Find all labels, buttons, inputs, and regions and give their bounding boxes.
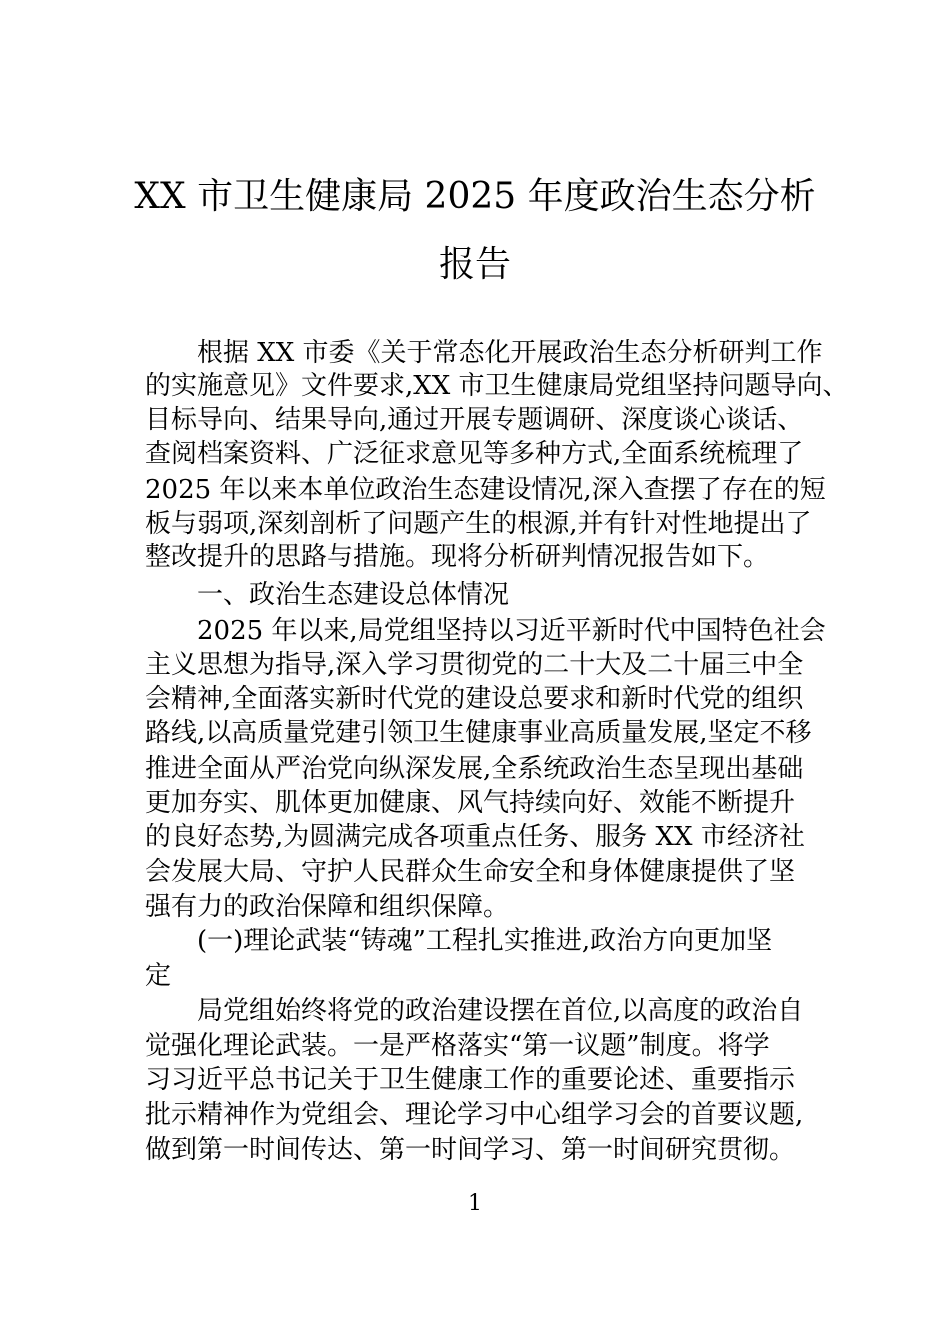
body-line: 根据 XX 市委《关于常态化开展政治生态分析研判工作 [197, 338, 823, 368]
body-line: 批示精神作为党组会、理论学习中心组学习会的首要议题, [145, 1100, 804, 1130]
body-line: 会精神,全面落实新时代党的建设总要求和新时代党的组织 [145, 684, 804, 714]
body-line: 会发展大局、守护人民群众生命安全和身体健康提供了坚 [145, 857, 796, 887]
body-line: 查阅档案资料、广泛征求意见等多种方式,全面系统梳理了 [145, 439, 804, 469]
section-heading-one: 一、政治生态建设总体情况 [197, 580, 510, 610]
body-line: 的实施意见》文件要求,XX 市卫生健康局党组坚持问题导向、 [145, 371, 849, 401]
document-title-line-1: XX 市卫生健康局 2025 年度政治生态分析 [134, 176, 816, 217]
body-line: 觉强化理论武装。一是严格落实“第一议题”制度。将学 [145, 1031, 770, 1061]
body-line: 主义思想为指导,深入学习贯彻党的二十大及二十届三中全 [145, 650, 804, 680]
body-line: 整改提升的思路与措施。现将分析研判情况报告如下。 [145, 542, 770, 572]
document-title-line-2: 报告 [438, 244, 511, 285]
body-line: 目标导向、结果导向,通过开展专题调研、深度谈心谈话、 [145, 405, 804, 435]
body-line: 路线,以高质量党建引领卫生健康事业高质量发展,坚定不移 [145, 718, 812, 748]
page-number: 1 [468, 1191, 482, 1216]
subsection-heading-one: (一)理论武装“铸魂”工程扎实推进,政治方向更加坚 [197, 926, 773, 956]
body-line: 习习近平总书记关于卫生健康工作的重要论述、重要指示 [145, 1065, 796, 1095]
body-line: 推进全面从严治党向纵深发展,全系统政治生态呈现出基础 [145, 754, 804, 784]
body-line: 强有力的政治保障和组织保障。 [145, 892, 510, 922]
body-line: 的良好态势,为圆满完成各项重点任务、服务 XX 市经济社 [145, 822, 805, 852]
body-line: 做到第一时间传达、第一时间学习、第一时间研究贯彻。 [145, 1135, 796, 1165]
subsection-heading-one-continued: 定 [145, 961, 172, 991]
body-line: 更加夯实、肌体更加健康、风气持续向好、效能不断提升 [145, 788, 796, 818]
body-line: 2025 年以来本单位政治生态建设情况,深入查摆了存在的短 [145, 475, 826, 505]
body-line: 板与弱项,深刻剖析了问题产生的根源,并有针对性地提出了 [145, 509, 812, 539]
body-line: 2025 年以来,局党组坚持以习近平新时代中国特色社会 [197, 616, 826, 646]
body-line: 局党组始终将党的政治建设摆在首位,以高度的政治自 [197, 996, 804, 1026]
